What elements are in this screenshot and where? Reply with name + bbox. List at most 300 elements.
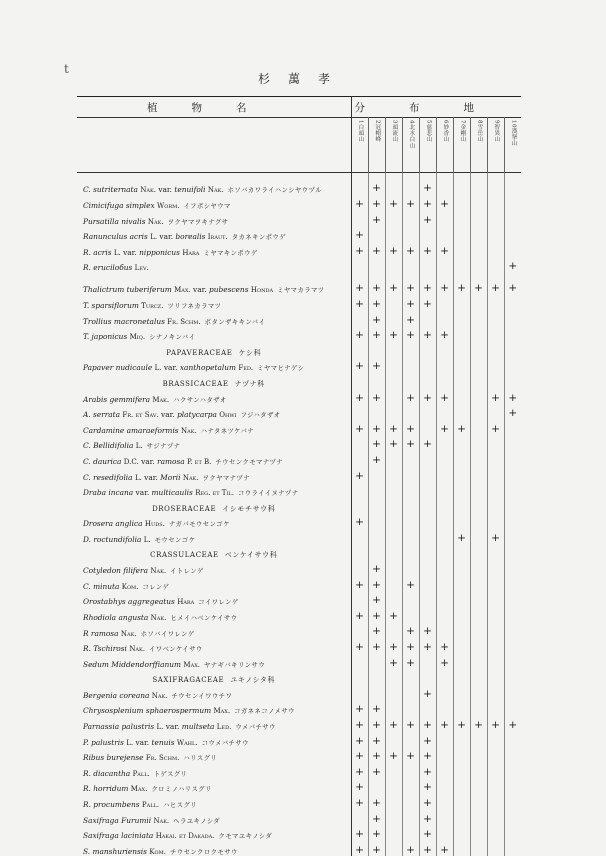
species-name xyxy=(77,529,351,545)
distribution-cell xyxy=(385,544,402,560)
author: Worm. xyxy=(157,202,180,211)
distribution-cell xyxy=(504,591,521,607)
distribution-cell xyxy=(402,700,419,716)
distribution-column-label: 2冠帽峰 xyxy=(374,120,381,143)
distribution-cell: + xyxy=(470,273,487,295)
distribution-column-9 xyxy=(487,118,504,173)
distribution-cell xyxy=(453,342,470,358)
distribution-cell xyxy=(436,211,453,227)
author: Kom. xyxy=(149,847,167,856)
distribution-cell xyxy=(385,451,402,467)
distribution-cell xyxy=(487,326,504,342)
distribution-cell: + xyxy=(419,685,436,701)
distribution-cell xyxy=(504,638,521,654)
distribution-cell xyxy=(487,498,504,514)
distribution-cell xyxy=(436,342,453,358)
author: Max. xyxy=(130,785,148,794)
species-row xyxy=(77,747,521,763)
family-japanese: ベンケイサウ科 xyxy=(224,551,278,560)
distribution-cell: + xyxy=(470,716,487,732)
distribution-cell xyxy=(504,841,521,856)
distribution-cell xyxy=(402,226,419,242)
author: L. xyxy=(126,738,134,747)
distribution-cell xyxy=(419,544,436,560)
distribution-cell xyxy=(419,404,436,420)
species-name xyxy=(77,226,351,242)
distribution-cell xyxy=(470,841,487,856)
distribution-cell xyxy=(419,311,436,327)
distribution-cell xyxy=(453,669,470,685)
japanese-name: ミヤマキンポウゲ xyxy=(203,248,258,257)
distribution-cell: + xyxy=(436,841,453,856)
distribution-cell: + xyxy=(385,420,402,436)
distribution-cell xyxy=(504,810,521,826)
distribution-cell xyxy=(453,841,470,856)
distribution-cell xyxy=(453,311,470,327)
distribution-column-10 xyxy=(504,118,521,173)
variety-author: Nak. xyxy=(207,186,224,195)
distribution-column-1 xyxy=(351,118,368,173)
distribution-cell xyxy=(487,295,504,311)
distribution-cell xyxy=(368,778,385,794)
distribution-cell xyxy=(453,513,470,529)
scientific-name: C. Bellidifolia xyxy=(83,441,134,451)
distribution-cell xyxy=(487,195,504,211)
distribution-cell xyxy=(487,825,504,841)
distribution-cell xyxy=(436,622,453,638)
japanese-name: フジハタザオ xyxy=(240,411,281,420)
distribution-cell xyxy=(504,311,521,327)
distribution-cell: + xyxy=(402,747,419,763)
distribution-cell: + xyxy=(419,716,436,732)
distribution-cell xyxy=(504,435,521,451)
distribution-cell xyxy=(436,357,453,373)
distribution-cell xyxy=(368,226,385,242)
distribution-cell xyxy=(436,732,453,748)
distribution-cell xyxy=(487,810,504,826)
distribution-cell: + xyxy=(368,794,385,810)
distribution-cell: + xyxy=(385,195,402,211)
distribution-cell xyxy=(453,404,470,420)
distribution-cell xyxy=(487,576,504,592)
scientific-name: Ranunculus acris xyxy=(83,232,148,242)
distribution-cell xyxy=(504,763,521,779)
species-row xyxy=(77,404,521,420)
distribution-cell: + xyxy=(487,420,504,436)
distribution-cell xyxy=(504,700,521,716)
japanese-name: ハリスグリ xyxy=(183,754,218,763)
distribution-cell xyxy=(385,295,402,311)
japanese-name: チウセンクロクモサウ xyxy=(170,847,238,856)
distribution-cell: + xyxy=(504,257,521,273)
distribution-cell xyxy=(504,451,521,467)
scientific-name: Parnassia palustris xyxy=(83,722,155,732)
distribution-cell xyxy=(470,732,487,748)
distribution-cell: + xyxy=(453,273,470,295)
species-name xyxy=(77,435,351,451)
family-row xyxy=(77,342,521,358)
japanese-name: コレンゲ xyxy=(142,582,170,591)
rank-connector: var. xyxy=(161,363,180,373)
scientific-name: Saxifraga laciniata xyxy=(83,831,154,841)
author: Pall. xyxy=(132,769,150,778)
distribution-cell xyxy=(436,482,453,498)
distribution-cell xyxy=(436,226,453,242)
author: Fr. Schm. xyxy=(167,317,201,326)
japanese-name: ミヤマカラマツ xyxy=(277,286,325,295)
scientific-name: C. minuta xyxy=(83,581,120,591)
distribution-cell: + xyxy=(504,273,521,295)
distribution-cell: + xyxy=(368,295,385,311)
distribution-cell xyxy=(487,544,504,560)
distribution-cell xyxy=(385,778,402,794)
distribution-cell xyxy=(436,295,453,311)
distribution-cell xyxy=(368,529,385,545)
distribution-cell xyxy=(487,451,504,467)
distribution-cell xyxy=(487,257,504,273)
distribution-cell: + xyxy=(351,732,368,748)
author: Fr. Schm. xyxy=(145,754,180,763)
distribution-cell xyxy=(402,591,419,607)
distribution-cell: + xyxy=(419,326,436,342)
distribution-cell xyxy=(470,257,487,273)
species-name xyxy=(77,794,351,810)
distribution-cell xyxy=(487,841,504,856)
distribution-cell: + xyxy=(402,576,419,592)
distribution-cell xyxy=(487,778,504,794)
distribution-cell xyxy=(470,622,487,638)
distribution-cell xyxy=(385,622,402,638)
species-row xyxy=(77,451,521,467)
scientific-name: Ribus burejense xyxy=(83,753,144,763)
distribution-cell: + xyxy=(436,195,453,211)
distribution-cell xyxy=(436,747,453,763)
rank-connector: var. xyxy=(163,722,182,732)
distribution-cell xyxy=(351,810,368,826)
distribution-cell: + xyxy=(368,195,385,211)
distribution-cell xyxy=(402,544,419,560)
distribution-cell: + xyxy=(368,591,385,607)
scientific-name: C. sutriternata xyxy=(83,185,138,195)
distribution-cell xyxy=(470,825,487,841)
distribution-cell xyxy=(402,404,419,420)
distribution-cell xyxy=(385,211,402,227)
distribution-cell xyxy=(487,226,504,242)
distribution-cell xyxy=(436,257,453,273)
distribution-cell xyxy=(453,732,470,748)
distribution-cell xyxy=(368,482,385,498)
family-name xyxy=(77,498,351,514)
distribution-cell xyxy=(487,173,504,196)
distribution-cell xyxy=(402,669,419,685)
japanese-name: イトレンゲ xyxy=(170,567,204,576)
distribution-cell xyxy=(419,591,436,607)
variety-author: Honda xyxy=(250,286,274,295)
scientific-name: Bergenia coreana xyxy=(83,690,150,700)
distribution-cell xyxy=(351,435,368,451)
distribution-cell xyxy=(504,498,521,514)
distribution-cell xyxy=(351,342,368,358)
distribution-cell xyxy=(470,513,487,529)
distribution-cell xyxy=(351,498,368,514)
japanese-name: ヘラユキノシダ xyxy=(173,816,221,825)
scientific-name: C. daurica xyxy=(83,456,122,466)
distribution-cell: + xyxy=(402,311,419,327)
author: Nak. xyxy=(150,613,167,622)
rank-connector: var. xyxy=(133,737,152,747)
distribution-cell xyxy=(385,685,402,701)
species-name xyxy=(77,242,351,258)
distribution-cell xyxy=(385,825,402,841)
distribution-cell: + xyxy=(402,295,419,311)
scientific-name: Cotyledon filifera xyxy=(83,566,148,576)
distribution-cell xyxy=(419,226,436,242)
japanese-name: イワベンケイサウ xyxy=(148,645,203,654)
distribution-cell xyxy=(402,482,419,498)
distribution-cell xyxy=(453,685,470,701)
variety-name: pubescens xyxy=(209,285,249,295)
species-name xyxy=(77,173,351,196)
distribution-cell xyxy=(419,467,436,483)
species-row xyxy=(77,242,521,258)
distribution-cell xyxy=(436,700,453,716)
distribution-cell xyxy=(487,373,504,389)
japanese-name: ボタンザキキンバイ xyxy=(204,317,266,326)
distribution-cell xyxy=(385,226,402,242)
distribution-cell xyxy=(402,211,419,227)
distribution-cell xyxy=(351,451,368,467)
distribution-cell xyxy=(504,576,521,592)
distribution-cell xyxy=(436,498,453,514)
distribution-cell xyxy=(368,544,385,560)
distribution-cell xyxy=(453,295,470,311)
distribution-cell xyxy=(385,576,402,592)
distribution-cell xyxy=(385,389,402,405)
distribution-cell xyxy=(504,560,521,576)
distribution-cell xyxy=(487,482,504,498)
distribution-cell xyxy=(453,357,470,373)
distribution-cell xyxy=(487,513,504,529)
author: L. xyxy=(150,233,158,242)
distribution-cell xyxy=(402,451,419,467)
distribution-cell: + xyxy=(351,607,368,623)
species-row xyxy=(77,273,521,295)
distribution-cell xyxy=(436,311,453,327)
distribution-cell xyxy=(368,342,385,358)
distribution-cell xyxy=(470,295,487,311)
distribution-cell: + xyxy=(351,638,368,654)
species-name xyxy=(77,257,351,273)
distribution-cell xyxy=(470,498,487,514)
distribution-cell xyxy=(402,685,419,701)
distribution-cell: + xyxy=(402,326,419,342)
variety-name: Morii xyxy=(160,472,181,482)
distribution-cell xyxy=(504,544,521,560)
japanese-name: コウメバチサウ xyxy=(201,738,249,747)
distribution-cell xyxy=(351,404,368,420)
author: Hara xyxy=(177,598,195,607)
distribution-cell: + xyxy=(351,467,368,483)
distribution-cell: + xyxy=(385,273,402,295)
distribution-cell xyxy=(504,794,521,810)
scientific-name: Orostabhys aggregeatus xyxy=(83,597,175,607)
distribution-cell: + xyxy=(351,226,368,242)
japanese-name: ハヒスグリ xyxy=(163,801,198,810)
author: Nak. xyxy=(140,186,156,195)
distribution-cell xyxy=(470,529,487,545)
distribution-cell: + xyxy=(351,420,368,436)
species-name xyxy=(77,295,351,311)
species-row xyxy=(77,732,521,748)
distribution-cell xyxy=(402,373,419,389)
distribution-column-label: 6妙香山 xyxy=(442,120,449,143)
distribution-cell xyxy=(436,576,453,592)
author: Nak. xyxy=(151,691,168,700)
distribution-cell: + xyxy=(419,389,436,405)
distribution-cell: + xyxy=(402,195,419,211)
distribution-cell: + xyxy=(368,357,385,373)
column-header-distribution: 分布地 xyxy=(354,101,519,114)
distribution-cell: + xyxy=(351,778,368,794)
distribution-cell xyxy=(470,794,487,810)
variety-author: Hara xyxy=(182,248,200,257)
species-name xyxy=(77,622,351,638)
distribution-cell xyxy=(436,778,453,794)
japanese-name: クモマユキノシダ xyxy=(218,832,273,841)
distribution-cell xyxy=(470,173,487,196)
distribution-column-label: 5慈悲山 xyxy=(425,120,432,143)
distribution-cell xyxy=(470,638,487,654)
distribution-cell: + xyxy=(368,841,385,856)
distribution-cell: + xyxy=(402,841,419,856)
distribution-cell xyxy=(385,529,402,545)
scientific-name: Draba incana xyxy=(83,488,134,498)
distribution-cell: + xyxy=(419,825,436,841)
distribution-table xyxy=(77,96,521,856)
distribution-cell xyxy=(436,451,453,467)
scientific-name: R ramosa xyxy=(83,628,119,638)
author: Nak. xyxy=(120,629,137,638)
distribution-cell: + xyxy=(419,763,436,779)
species-name xyxy=(77,700,351,716)
distribution-cell: + xyxy=(487,389,504,405)
distribution-cell xyxy=(453,242,470,258)
family-japanese: ユキノシタ科 xyxy=(230,676,276,685)
distribution-column-label: 1白頭山 xyxy=(357,120,364,143)
distribution-cell xyxy=(470,778,487,794)
distribution-cell xyxy=(402,763,419,779)
author: Max. xyxy=(174,286,191,295)
distribution-cell: + xyxy=(487,273,504,295)
species-name xyxy=(77,451,351,467)
distribution-cell xyxy=(504,195,521,211)
scientific-name: R. diacantha xyxy=(83,768,131,778)
distribution-cell: + xyxy=(385,607,402,623)
distribution-cell xyxy=(453,451,470,467)
distribution-cell: + xyxy=(487,529,504,545)
japanese-name: トゲスグリ xyxy=(153,769,188,778)
distribution-cell xyxy=(453,389,470,405)
rank-connector: var. xyxy=(158,410,178,420)
distribution-cell xyxy=(470,311,487,327)
distribution-cell: + xyxy=(351,716,368,732)
distribution-cell xyxy=(436,544,453,560)
distribution-cell xyxy=(368,685,385,701)
distribution-cell xyxy=(453,763,470,779)
species-row xyxy=(77,685,521,701)
species-row xyxy=(77,295,521,311)
species-row xyxy=(77,326,521,342)
distribution-cell: + xyxy=(419,747,436,763)
distribution-cell: + xyxy=(368,732,385,748)
distribution-cell xyxy=(487,404,504,420)
species-name xyxy=(77,732,351,748)
author: Huds. xyxy=(144,520,165,529)
distribution-cell: + xyxy=(504,716,521,732)
distribution-column-2 xyxy=(368,118,385,173)
distribution-cell: + xyxy=(419,732,436,748)
distribution-cell: + xyxy=(402,389,419,405)
family-row xyxy=(77,544,521,560)
distribution-cell xyxy=(436,529,453,545)
japanese-name: チウセンイワウチワ xyxy=(171,691,233,700)
distribution-cell xyxy=(351,622,368,638)
japanese-name: ヤナギバキリンサウ xyxy=(204,660,266,669)
distribution-cell: + xyxy=(385,435,402,451)
author: Fr. et Sav. xyxy=(122,411,159,420)
distribution-cell xyxy=(436,513,453,529)
distribution-cell xyxy=(453,654,470,670)
distribution-cell: + xyxy=(385,654,402,670)
distribution-cell: + xyxy=(402,435,419,451)
distribution-cell xyxy=(470,560,487,576)
distribution-cell xyxy=(453,622,470,638)
species-row xyxy=(77,467,521,483)
distribution-cell: + xyxy=(351,513,368,529)
distribution-cell xyxy=(351,257,368,273)
distribution-cell xyxy=(487,607,504,623)
species-row xyxy=(77,622,521,638)
distribution-cell xyxy=(470,226,487,242)
distribution-cell xyxy=(351,311,368,327)
family-latin: DROSERACEAE xyxy=(152,504,217,513)
author: L. xyxy=(156,723,164,732)
distribution-cell: + xyxy=(368,326,385,342)
japanese-name: ミヤマヒナゲシ xyxy=(257,364,305,373)
distribution-cell xyxy=(436,607,453,623)
species-row xyxy=(77,763,521,779)
distribution-cell xyxy=(470,810,487,826)
author: Hakai. et Dakada. xyxy=(155,832,215,841)
species-name xyxy=(77,404,351,420)
distribution-cell xyxy=(385,342,402,358)
distribution-cell: + xyxy=(368,389,385,405)
distribution-cell xyxy=(351,173,368,196)
distribution-column-4 xyxy=(402,118,419,173)
author: D.C. xyxy=(123,457,139,466)
distribution-cell xyxy=(504,326,521,342)
japanese-name: コガネネコノメサウ xyxy=(234,707,295,716)
species-row xyxy=(77,576,521,592)
distribution-cell: + xyxy=(402,242,419,258)
distribution-cell xyxy=(470,763,487,779)
distribution-cell xyxy=(453,373,470,389)
distribution-cell: + xyxy=(368,810,385,826)
japanese-name: ハクサンハタザオ xyxy=(173,395,227,404)
distribution-cell xyxy=(470,420,487,436)
species-name xyxy=(77,778,351,794)
author: L. xyxy=(135,442,143,451)
